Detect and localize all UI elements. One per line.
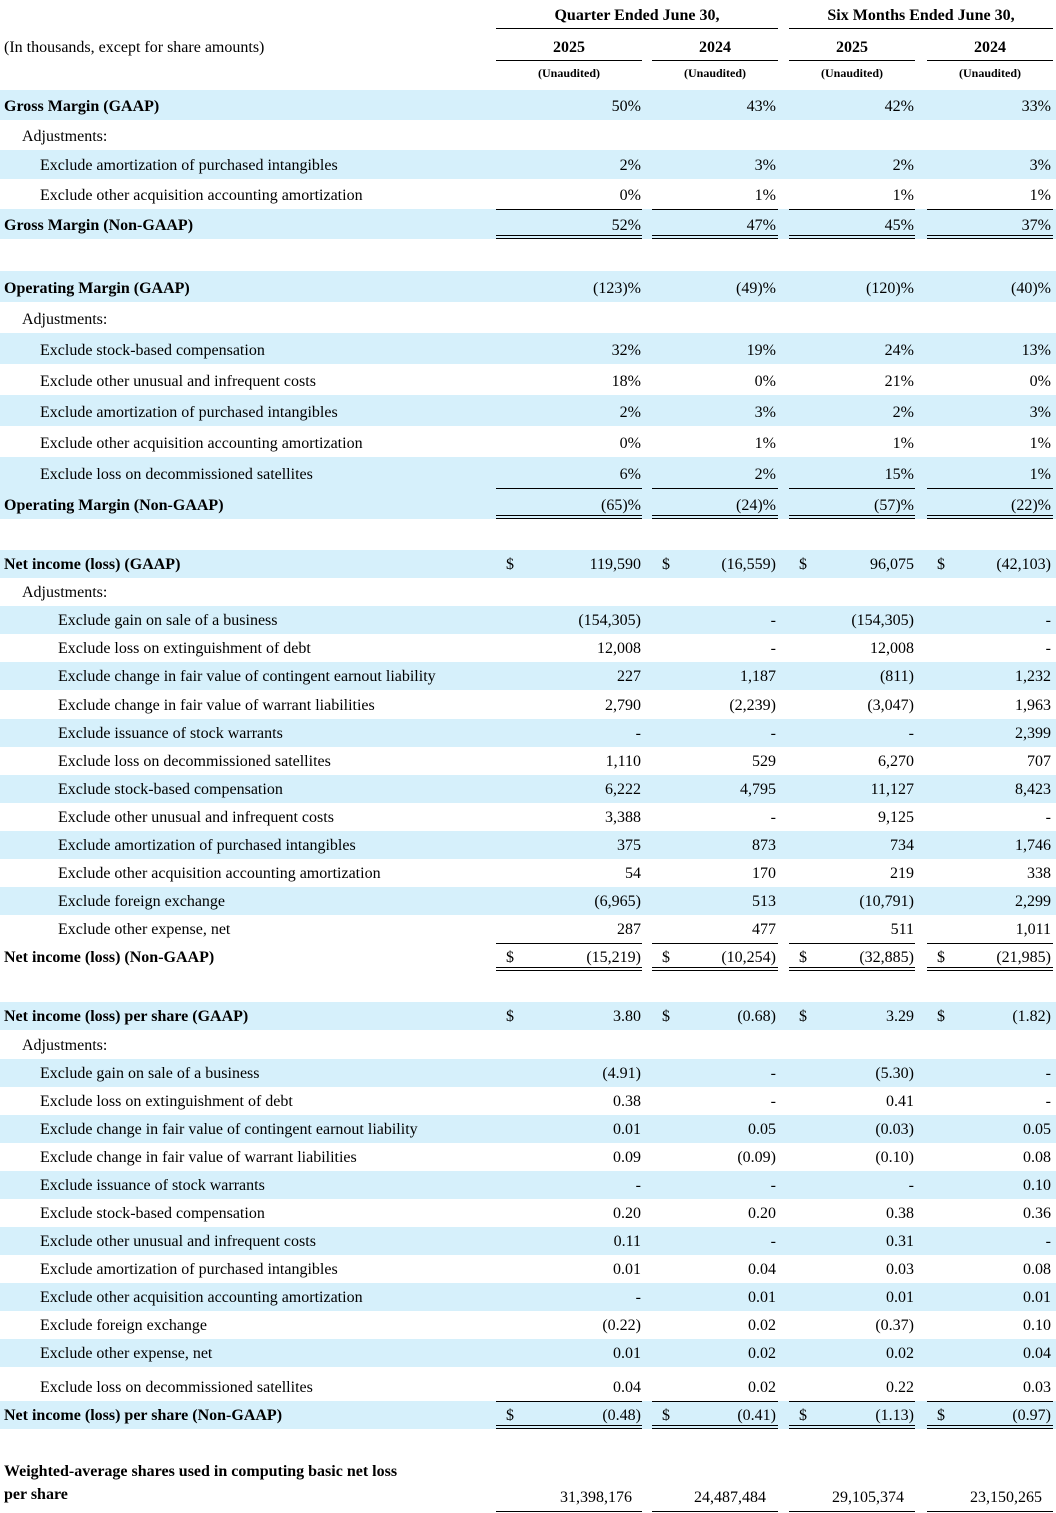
cell-value: 19% <box>746 342 776 359</box>
row-label: Exclude gain on sale of a business <box>40 1064 260 1082</box>
cell-value: (15,219) <box>586 949 641 967</box>
adjustment-item-row <box>0 1311 1056 1339</box>
cell-value: 0.05 <box>748 1120 776 1138</box>
adjustment-item-row <box>0 1087 1056 1115</box>
cell-value: (22)% <box>1011 497 1051 514</box>
cell-value: 0.01 <box>613 1344 641 1362</box>
row-label: Gross Margin (GAAP) <box>4 97 160 115</box>
cell-value: - <box>770 1064 776 1082</box>
row-label: Exclude stock-based compensation <box>40 1204 265 1222</box>
cell-value: 1% <box>892 187 914 205</box>
row-label: Exclude other unusual and infrequent costs <box>40 1232 316 1250</box>
adjustment-item-row <box>0 691 1056 719</box>
row-label: Gross Margin (Non-GAAP) <box>4 216 194 234</box>
adjustment-item-row <box>0 364 1056 395</box>
row-label: Exclude change in fair value of contingent earnout liability <box>40 1120 418 1138</box>
adjustment-item-row <box>0 426 1056 457</box>
cell-value: 3.80 <box>613 1008 641 1026</box>
cell-value: 0.38 <box>613 1092 641 1110</box>
cell-value: 1,963 <box>1015 696 1051 714</box>
cell-value: (0.68) <box>737 1008 776 1026</box>
row-label: Exclude other expense, net <box>40 1344 213 1362</box>
cell-value: 50% <box>611 97 641 115</box>
cell-value: (4.91) <box>602 1064 641 1082</box>
adjustment-item-row <box>0 179 1056 209</box>
cell-value: 2% <box>754 466 776 483</box>
row-label: Exclude other expense, net <box>58 921 231 939</box>
cell-value: (57)% <box>874 497 914 514</box>
adjustments-row <box>0 1030 1056 1058</box>
cell-value: 4,795 <box>740 780 776 798</box>
row-label: Adjustments: <box>22 127 108 145</box>
currency-symbol: $ <box>937 556 945 574</box>
cell-value: 15% <box>884 466 914 483</box>
adjustment-item-row <box>0 634 1056 662</box>
adjustment-item-row <box>0 457 1056 488</box>
row-label: Exclude loss on extinguishment of debt <box>58 640 311 658</box>
cell-value: 2% <box>619 404 641 421</box>
currency-symbol: $ <box>506 949 514 967</box>
cell-value: - <box>770 612 776 630</box>
row-label: Exclude change in fair value of warrant liabilities <box>40 1148 357 1166</box>
non-gaap-row <box>0 1401 1056 1429</box>
row-label: Exclude loss on decommissioned satellites <box>40 466 313 483</box>
cell-value: 3,388 <box>605 808 641 826</box>
currency-symbol: $ <box>662 1406 670 1424</box>
year-6m-2024: 2024 <box>974 39 1006 56</box>
row-label: Exclude amortization of purchased intangibles <box>58 837 356 855</box>
cell-value: 0.04 <box>1023 1344 1051 1362</box>
cell-value: 2% <box>892 157 914 175</box>
cell-value: 12,008 <box>870 640 914 658</box>
cell-value: 0.20 <box>613 1204 641 1222</box>
cell-value: (154,305) <box>851 612 914 630</box>
cell-value: 8,423 <box>1015 780 1051 798</box>
cell-value: - <box>1045 640 1051 658</box>
row-label: Exclude loss on decommissioned satellites <box>58 752 331 770</box>
non-gaap-row <box>0 488 1056 519</box>
cell-value: - <box>1045 1092 1051 1110</box>
year-q-2025: 2025 <box>553 39 585 56</box>
cell-value: (0.09) <box>737 1148 776 1166</box>
cell-value: 6,270 <box>878 752 914 770</box>
currency-symbol: $ <box>662 1008 670 1026</box>
cell-value: (1.82) <box>1012 1008 1051 1026</box>
cell-value: 1% <box>754 187 776 205</box>
cell-value: 23,150,265 <box>970 1489 1042 1506</box>
row-label: Exclude amortization of purchased intangibles <box>40 157 338 175</box>
currency-symbol: $ <box>799 556 807 574</box>
cell-value: 0.01 <box>613 1120 641 1138</box>
row-label: Exclude other acquisition accounting amortization <box>58 865 381 883</box>
cell-value: 0.01 <box>1023 1288 1051 1306</box>
cell-value: 6,222 <box>605 780 641 798</box>
cell-value: 2% <box>892 404 914 421</box>
cell-value: 96,075 <box>870 556 914 574</box>
row-label: Exclude change in fair value of contingent earnout liability <box>58 668 436 686</box>
cell-value: 24,487,484 <box>694 1489 766 1506</box>
adjustment-item-row <box>0 1283 1056 1311</box>
row-label: Adjustments: <box>22 584 108 602</box>
cell-value: (0.37) <box>875 1316 914 1334</box>
currency-symbol: $ <box>799 1406 807 1424</box>
currency-symbol: $ <box>662 949 670 967</box>
cell-value: 32% <box>611 342 641 359</box>
cell-value: - <box>635 724 641 742</box>
cell-value: 6% <box>619 466 641 483</box>
adjustment-item-row <box>0 1367 1056 1401</box>
unaudited-label: (Unaudited) <box>820 66 883 80</box>
cell-value: 170 <box>752 865 776 883</box>
cell-value: 2,399 <box>1015 724 1051 742</box>
cell-value: 1% <box>892 435 914 452</box>
adjustment-item-row <box>0 775 1056 803</box>
cell-value: 375 <box>617 837 641 855</box>
cell-value: 1,110 <box>605 752 641 770</box>
cell-value: - <box>908 1176 914 1194</box>
cell-value: 734 <box>890 837 914 855</box>
row-label: Exclude other acquisition accounting amortization <box>40 187 363 205</box>
row-label: Exclude other acquisition accounting amortization <box>40 435 363 452</box>
adjustment-item-row <box>0 915 1056 943</box>
adjustment-item-row <box>0 859 1056 887</box>
cell-value: 1,187 <box>740 668 776 686</box>
cell-value: (6,965) <box>594 893 641 911</box>
cell-value: (3,047) <box>867 696 914 714</box>
cell-value: 3% <box>1029 157 1051 175</box>
weighted-shares-label: Weighted-average shares used in computing basic net loss per share <box>4 1463 398 1503</box>
row-label: Operating Margin (GAAP) <box>4 280 190 297</box>
cell-value: 1,232 <box>1015 668 1051 686</box>
cell-value: - <box>770 808 776 826</box>
cell-value: 0.01 <box>613 1260 641 1278</box>
year-6m-2025: 2025 <box>836 39 868 56</box>
cell-value: 12,008 <box>597 640 641 658</box>
currency-symbol: $ <box>506 556 514 574</box>
cell-value: 18% <box>611 373 641 390</box>
adjustment-item-row <box>0 803 1056 831</box>
adjustment-item-row <box>0 1339 1056 1367</box>
cell-value: 0.04 <box>613 1378 641 1396</box>
cell-value: 11,127 <box>870 780 914 798</box>
cell-value: - <box>1045 1232 1051 1250</box>
adjustment-item-row <box>0 1171 1056 1199</box>
row-label: Exclude loss on extinguishment of debt <box>40 1092 293 1110</box>
adjustment-item-row <box>0 1115 1056 1143</box>
cell-value: 0.05 <box>1023 1120 1051 1138</box>
cell-value: 0.02 <box>748 1344 776 1362</box>
cell-value: 13% <box>1021 342 1051 359</box>
cell-value: - <box>908 724 914 742</box>
cell-value: - <box>1045 1064 1051 1082</box>
cell-value: 2% <box>619 157 641 175</box>
cell-value: (2,239) <box>729 696 776 714</box>
currency-symbol: $ <box>506 1008 514 1026</box>
row-label: Net income (loss) per share (Non-GAAP) <box>4 1406 283 1424</box>
row-label: Exclude other acquisition accounting amortization <box>40 1288 363 1306</box>
cell-value: 3% <box>754 404 776 421</box>
cell-value: - <box>770 1176 776 1194</box>
cell-value: 37% <box>1021 216 1051 234</box>
row-label: Exclude amortization of purchased intangibles <box>40 404 338 421</box>
gaap-row <box>0 90 1056 120</box>
adjustment-item-row <box>0 395 1056 426</box>
adjustment-item-row <box>0 1059 1056 1087</box>
cell-value: 0.20 <box>748 1204 776 1222</box>
cell-value: 0.08 <box>1023 1260 1051 1278</box>
cell-value: 0.22 <box>886 1378 914 1396</box>
cell-value: 219 <box>890 865 914 883</box>
adjustment-item-row <box>0 606 1056 634</box>
currency-symbol: $ <box>506 1406 514 1424</box>
cell-value: 0.02 <box>748 1378 776 1396</box>
row-label: Exclude stock-based compensation <box>58 780 283 798</box>
cell-value: 287 <box>617 921 641 939</box>
cell-value: 3% <box>754 157 776 175</box>
cell-value: 873 <box>752 837 776 855</box>
six-months-heading: Six Months Ended June 30, <box>827 7 1015 24</box>
cell-value: 1% <box>1029 435 1051 452</box>
cell-value: 0.31 <box>886 1232 914 1250</box>
gaap-row <box>0 271 1056 302</box>
adjustment-item-row <box>0 1199 1056 1227</box>
cell-value: 2,299 <box>1015 893 1051 911</box>
cell-value: 511 <box>890 921 914 939</box>
cell-value: 338 <box>1027 865 1051 883</box>
cell-value: 0.02 <box>886 1344 914 1362</box>
cell-value: - <box>770 724 776 742</box>
cell-value: 0.01 <box>748 1288 776 1306</box>
gaap-row <box>0 550 1056 578</box>
cell-value: (0.10) <box>875 1148 914 1166</box>
row-label: Exclude foreign exchange <box>40 1316 208 1334</box>
cell-value: 0.02 <box>748 1316 776 1334</box>
year-q-2024: 2024 <box>699 39 731 56</box>
cell-value: 0.04 <box>748 1260 776 1278</box>
cell-value: 1,746 <box>1015 837 1051 855</box>
cell-value: 3.29 <box>886 1008 914 1026</box>
non-gaap-row <box>0 943 1056 971</box>
cell-value: 119,590 <box>589 556 641 574</box>
cell-value: 0.08 <box>1023 1148 1051 1166</box>
row-label: Exclude loss on decommissioned satellites <box>40 1378 313 1396</box>
row-label: Exclude issuance of stock warrants <box>58 724 283 742</box>
cell-value: 47% <box>746 216 776 234</box>
cell-value: (0.97) <box>1012 1406 1051 1424</box>
cell-value: (10,791) <box>859 893 914 911</box>
currency-symbol: $ <box>937 949 945 967</box>
adjustment-item-row <box>0 1255 1056 1283</box>
cell-value: 0% <box>619 435 641 452</box>
cell-value: 42% <box>884 97 914 115</box>
row-label: Exclude change in fair value of warrant liabilities <box>58 696 375 714</box>
quarter-heading: Quarter Ended June 30, <box>554 7 720 24</box>
cell-value: (0.03) <box>875 1120 914 1138</box>
cell-value: 29,105,374 <box>832 1489 904 1506</box>
cell-value: (5.30) <box>875 1064 914 1082</box>
adjustment-item-row <box>0 662 1056 690</box>
currency-symbol: $ <box>937 1008 945 1026</box>
cell-value: (24)% <box>736 497 776 514</box>
unit-note: (In thousands, except for share amounts) <box>4 39 265 56</box>
row-label: Exclude other unusual and infrequent costs <box>40 373 316 390</box>
adjustments-row <box>0 578 1056 606</box>
cell-value: 477 <box>752 921 776 939</box>
adjustment-item-row <box>0 150 1056 180</box>
cell-value: 0% <box>754 373 776 390</box>
cell-value: (49)% <box>736 280 776 297</box>
cell-value: (0.22) <box>602 1316 641 1334</box>
cell-value: (120)% <box>866 280 914 297</box>
adjustment-item-row <box>0 747 1056 775</box>
cell-value: 0.10 <box>1023 1316 1051 1334</box>
cell-value: 0.01 <box>886 1288 914 1306</box>
cell-value: 2,790 <box>605 696 641 714</box>
adjustment-item-row <box>0 831 1056 859</box>
cell-value: 1,011 <box>1015 921 1051 939</box>
cell-value: (154,305) <box>578 612 641 630</box>
weighted-shares-row <box>0 1460 1056 1512</box>
row-label: Exclude amortization of purchased intangibles <box>40 1260 338 1278</box>
adjustments-row <box>0 302 1056 333</box>
cell-value: - <box>770 1232 776 1250</box>
cell-value: 21% <box>884 373 914 390</box>
cell-value: 24% <box>884 342 914 359</box>
cell-value: 3% <box>1029 404 1051 421</box>
unaudited-label: (Unaudited) <box>537 66 600 80</box>
adjustments-row <box>0 120 1056 150</box>
cell-value: 0.03 <box>1023 1378 1051 1396</box>
cell-value: 513 <box>752 893 776 911</box>
cell-value: 0.03 <box>886 1260 914 1278</box>
cell-value: 0.41 <box>886 1092 914 1110</box>
non-gaap-row <box>0 209 1056 239</box>
cell-value: 1% <box>1029 187 1051 205</box>
cell-value: (123)% <box>593 280 641 297</box>
cell-value: (32,885) <box>859 949 914 967</box>
cell-value: 45% <box>884 216 914 234</box>
currency-symbol: $ <box>799 949 807 967</box>
cell-value: 52% <box>611 216 641 234</box>
row-label: Exclude gain on sale of a business <box>58 612 278 630</box>
adjustment-item-row <box>0 1227 1056 1255</box>
cell-value: - <box>1045 808 1051 826</box>
row-label: Exclude issuance of stock warrants <box>40 1176 265 1194</box>
cell-value: (0.41) <box>737 1406 776 1424</box>
cell-value: (42,103) <box>996 556 1051 574</box>
cell-value: - <box>770 640 776 658</box>
cell-value: (811) <box>879 668 914 686</box>
row-label: Operating Margin (Non-GAAP) <box>4 497 224 514</box>
row-label: Net income (loss) (Non-GAAP) <box>4 949 215 967</box>
row-label: Adjustments: <box>22 311 108 328</box>
cell-value: (65)% <box>601 497 641 514</box>
cell-value: 0.36 <box>1023 1204 1051 1222</box>
adjustment-item-row <box>0 333 1056 364</box>
cell-value: (21,985) <box>996 949 1051 967</box>
cell-value: - <box>770 1092 776 1110</box>
cell-value: 707 <box>1027 752 1051 770</box>
cell-value: 1% <box>1029 466 1051 483</box>
cell-value: 1% <box>754 435 776 452</box>
cell-value: (1.13) <box>875 1406 914 1424</box>
currency-symbol: $ <box>662 556 670 574</box>
cell-value: (40)% <box>1011 280 1051 297</box>
row-label: Exclude foreign exchange <box>58 893 226 911</box>
cell-value: 0.11 <box>613 1232 641 1250</box>
adjustment-item-row <box>0 887 1056 915</box>
row-label: Net income (loss) (GAAP) <box>4 556 181 574</box>
adjustment-item-row <box>0 719 1056 747</box>
cell-value: 31,398,176 <box>560 1489 632 1506</box>
cell-value: 33% <box>1021 97 1051 115</box>
cell-value: 0.10 <box>1023 1176 1051 1194</box>
row-label: Exclude stock-based compensation <box>40 342 265 359</box>
cell-value: - <box>635 1176 641 1194</box>
row-label: Exclude other unusual and infrequent costs <box>58 808 334 826</box>
cell-value: 529 <box>752 752 776 770</box>
cell-value: - <box>1045 612 1051 630</box>
row-label: Adjustments: <box>22 1036 108 1054</box>
cell-value: (16,559) <box>721 556 776 574</box>
row-label: Net income (loss) per share (GAAP) <box>4 1008 249 1026</box>
currency-symbol: $ <box>937 1406 945 1424</box>
gaap-row <box>0 1002 1056 1030</box>
cell-value: 9,125 <box>878 808 914 826</box>
unaudited-label: (Unaudited) <box>958 66 1021 80</box>
adjustment-item-row <box>0 1143 1056 1171</box>
cell-value: (0.48) <box>602 1406 641 1424</box>
currency-symbol: $ <box>799 1008 807 1026</box>
cell-value: 43% <box>746 97 776 115</box>
unaudited-label: (Unaudited) <box>683 66 746 80</box>
cell-value: 0.38 <box>886 1204 914 1222</box>
cell-value: 0% <box>1029 373 1051 390</box>
cell-value: 227 <box>617 668 641 686</box>
cell-value: 0% <box>619 187 641 205</box>
cell-value: (10,254) <box>721 949 776 967</box>
cell-value: - <box>635 1288 641 1306</box>
cell-value: 54 <box>625 865 641 883</box>
cell-value: 0.09 <box>613 1148 641 1166</box>
